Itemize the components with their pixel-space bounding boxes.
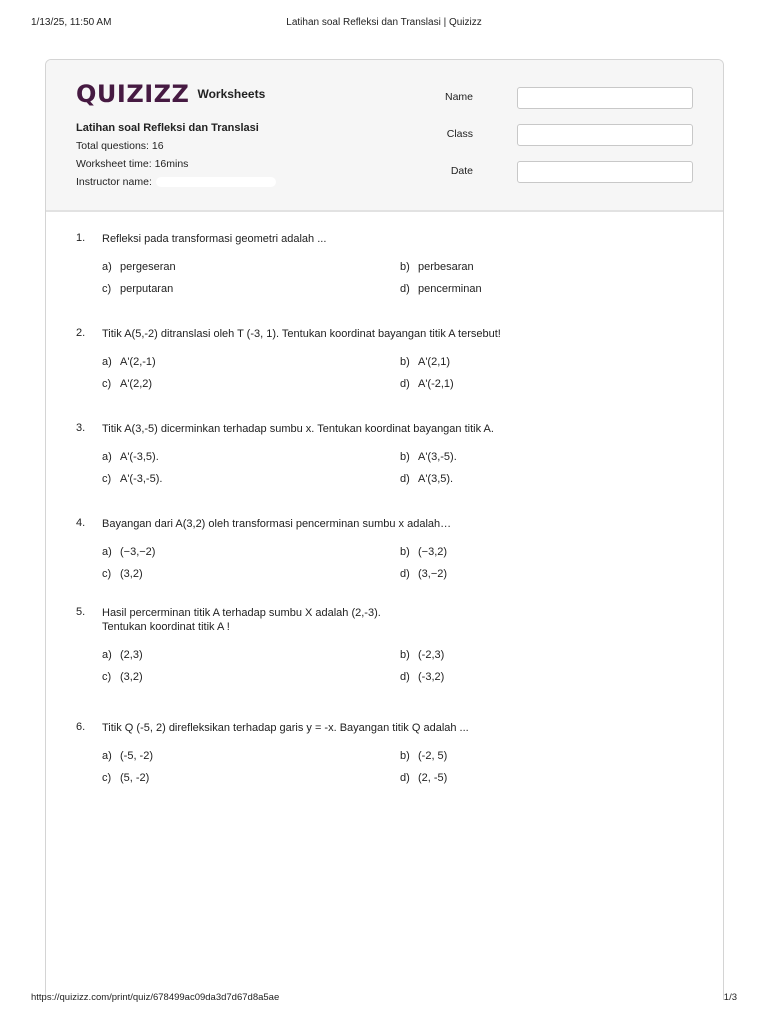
- question-number: 3.: [76, 422, 86, 434]
- option-text: A'(-3,5).: [120, 451, 159, 463]
- question-number: 1.: [76, 232, 86, 244]
- options-row: [102, 545, 696, 567]
- print-header: [31, 17, 737, 31]
- options-row: [102, 472, 696, 494]
- worksheet-card: [45, 59, 724, 1000]
- class-field-row: [446, 124, 693, 146]
- date-input[interactable]: [517, 161, 693, 183]
- options-row: [102, 567, 696, 589]
- option-letter: d): [400, 671, 410, 683]
- option-text: (-2,3): [418, 649, 445, 661]
- option-letter: c): [102, 473, 112, 485]
- question-number: 4.: [76, 517, 86, 529]
- option-text: A'(-3,-5).: [120, 473, 163, 485]
- options-row: [102, 355, 696, 377]
- options-row: [102, 771, 696, 793]
- options-row: [102, 749, 696, 771]
- option-text: A'(2,-1): [120, 356, 156, 368]
- name-input[interactable]: [517, 87, 693, 109]
- answer-option[interactable]: [400, 282, 482, 296]
- option-letter: c): [102, 671, 112, 683]
- redacted-instructor-name: [156, 177, 276, 187]
- option-text: (−3,−2): [120, 546, 156, 558]
- option-text: (2,3): [120, 649, 143, 661]
- option-letter: b): [400, 750, 410, 762]
- quizizz-logo: QUIZIZZ: [76, 80, 190, 108]
- answer-option[interactable]: [400, 648, 444, 662]
- instructor-row: [76, 173, 276, 191]
- answer-option[interactable]: [400, 377, 454, 391]
- answer-options: [102, 260, 696, 304]
- question-text-line: Titik A(5,-2) ditranslasi oleh T (-3, 1). Tentukan koordinat bayangan titik A tersebut!: [102, 328, 501, 340]
- option-letter: a): [102, 451, 112, 463]
- answer-option[interactable]: [102, 670, 143, 684]
- answer-option[interactable]: [400, 670, 444, 684]
- answer-option[interactable]: [400, 771, 447, 785]
- option-text: (5, -2): [120, 772, 150, 784]
- option-letter: d): [400, 772, 410, 784]
- option-letter: a): [102, 750, 112, 762]
- option-letter: b): [400, 451, 410, 463]
- question-text: [102, 721, 696, 735]
- answer-option[interactable]: [102, 355, 156, 369]
- question-text: [102, 232, 696, 246]
- question-number: 6.: [76, 721, 86, 733]
- answer-option[interactable]: [102, 648, 143, 662]
- date-label: Date: [450, 165, 473, 177]
- print-datetime: 1/13/25, 11:50 AM: [31, 17, 112, 28]
- worksheet-time: Worksheet time: 16mins: [76, 158, 189, 170]
- option-text: A'(2,1): [418, 356, 451, 368]
- option-letter: c): [102, 772, 112, 784]
- option-text: (3,−2): [418, 568, 448, 580]
- answer-option[interactable]: [400, 545, 447, 559]
- answer-option[interactable]: [102, 282, 173, 296]
- instructor-label: Instructor name:: [76, 176, 152, 188]
- option-text: (−3,2): [418, 546, 448, 558]
- option-text: A'(-2,1): [418, 378, 454, 390]
- question-text-line: Bayangan dari A(3,2) oleh transformasi pencerminan sumbu x adalah…: [102, 518, 452, 530]
- option-text: pencerminan: [418, 283, 482, 295]
- option-letter: c): [102, 283, 112, 295]
- option-text: (3,2): [120, 671, 143, 683]
- question-4: [76, 517, 696, 589]
- answer-option[interactable]: [102, 377, 152, 391]
- name-label: Name: [444, 91, 473, 103]
- question-text-line: Hasil percerminan titik A terhadap sumbu X adalah (2,-3).: [102, 607, 381, 619]
- answer-option[interactable]: [102, 260, 176, 274]
- option-text: A'(3,-5).: [418, 451, 457, 463]
- option-text: (-3,2): [418, 671, 445, 683]
- option-letter: a): [102, 546, 112, 558]
- worksheet-title: Latihan soal Refleksi dan Translasi: [76, 122, 259, 134]
- options-row: [102, 282, 696, 304]
- print-url: https://quizizz.com/print/quiz/678499ac09da3d7d67d8a5ae: [31, 992, 280, 1003]
- option-text: (-2, 5): [418, 750, 448, 762]
- answer-option[interactable]: [400, 567, 447, 581]
- name-field-row: [444, 87, 693, 109]
- option-text: pergeseran: [120, 261, 176, 273]
- worksheet-meta: [76, 119, 276, 191]
- answer-option[interactable]: [400, 450, 457, 464]
- question-text-line: Titik A(3,-5) dicerminkan terhadap sumbu x. Tentukan koordinat bayangan titik A.: [102, 423, 494, 435]
- answer-option[interactable]: [102, 771, 149, 785]
- answer-option[interactable]: [400, 472, 453, 486]
- option-letter: d): [400, 283, 410, 295]
- class-input[interactable]: [517, 124, 693, 146]
- answer-option[interactable]: [102, 472, 162, 486]
- answer-option[interactable]: [400, 260, 474, 274]
- option-text: (3,2): [120, 568, 143, 580]
- option-text: perbesaran: [418, 261, 474, 273]
- option-letter: d): [400, 473, 410, 485]
- question-text-line: Titik Q (-5, 2) direfleksikan terhadap garis y = -x. Bayangan titik Q adalah ...: [102, 722, 469, 734]
- worksheet-header: [46, 60, 723, 212]
- option-letter: a): [102, 649, 112, 661]
- page-number: 1/3: [723, 992, 737, 1003]
- date-field-row: [451, 161, 693, 183]
- question-2: [76, 327, 696, 399]
- question-6: [76, 721, 696, 793]
- option-letter: a): [102, 261, 112, 273]
- options-row: [102, 450, 696, 472]
- answer-option[interactable]: [102, 545, 155, 559]
- option-letter: d): [400, 378, 410, 390]
- option-letter: a): [102, 356, 112, 368]
- question-text: [102, 517, 696, 531]
- option-letter: d): [400, 568, 410, 580]
- option-text: (-5, -2): [120, 750, 153, 762]
- question-number: 2.: [76, 327, 86, 339]
- option-text: A'(3,5).: [418, 473, 454, 485]
- options-row: [102, 377, 696, 399]
- question-number: 5.: [76, 606, 86, 618]
- option-text: perputaran: [120, 283, 174, 295]
- question-text-line: Tentukan koordinat titik A !: [102, 621, 230, 633]
- options-row: [102, 648, 696, 670]
- options-row: [102, 670, 696, 692]
- answer-options: [102, 749, 696, 793]
- option-letter: b): [400, 546, 410, 558]
- option-text: (2, -5): [418, 772, 448, 784]
- question-text: [102, 606, 696, 634]
- question-5: [76, 606, 696, 692]
- question-1: [76, 232, 696, 304]
- question-text: [102, 422, 696, 436]
- answer-options: [102, 545, 696, 589]
- brand-subtitle: Worksheets: [197, 87, 266, 101]
- answer-option[interactable]: [400, 355, 450, 369]
- question-3: [76, 422, 696, 494]
- answer-option[interactable]: [102, 450, 159, 464]
- option-letter: c): [102, 378, 112, 390]
- answer-options: [102, 355, 696, 399]
- print-page-title: Latihan soal Refleksi dan Translasi | Quizizz: [286, 17, 482, 28]
- answer-option[interactable]: [400, 749, 447, 763]
- print-footer: [31, 992, 737, 1006]
- brand: [76, 81, 265, 107]
- total-questions: Total questions: 16: [76, 140, 164, 152]
- answer-option[interactable]: [102, 749, 153, 763]
- class-label: Class: [446, 128, 473, 140]
- answer-option[interactable]: [102, 567, 143, 581]
- options-row: [102, 260, 696, 282]
- option-letter: c): [102, 568, 112, 580]
- option-letter: b): [400, 356, 410, 368]
- question-text: [102, 327, 696, 341]
- option-letter: b): [400, 261, 410, 273]
- question-text-line: Refleksi pada transformasi geometri adalah ...: [102, 233, 327, 245]
- option-text: A'(2,2): [120, 378, 153, 390]
- answer-options: [102, 648, 696, 692]
- option-letter: b): [400, 649, 410, 661]
- answer-options: [102, 450, 696, 494]
